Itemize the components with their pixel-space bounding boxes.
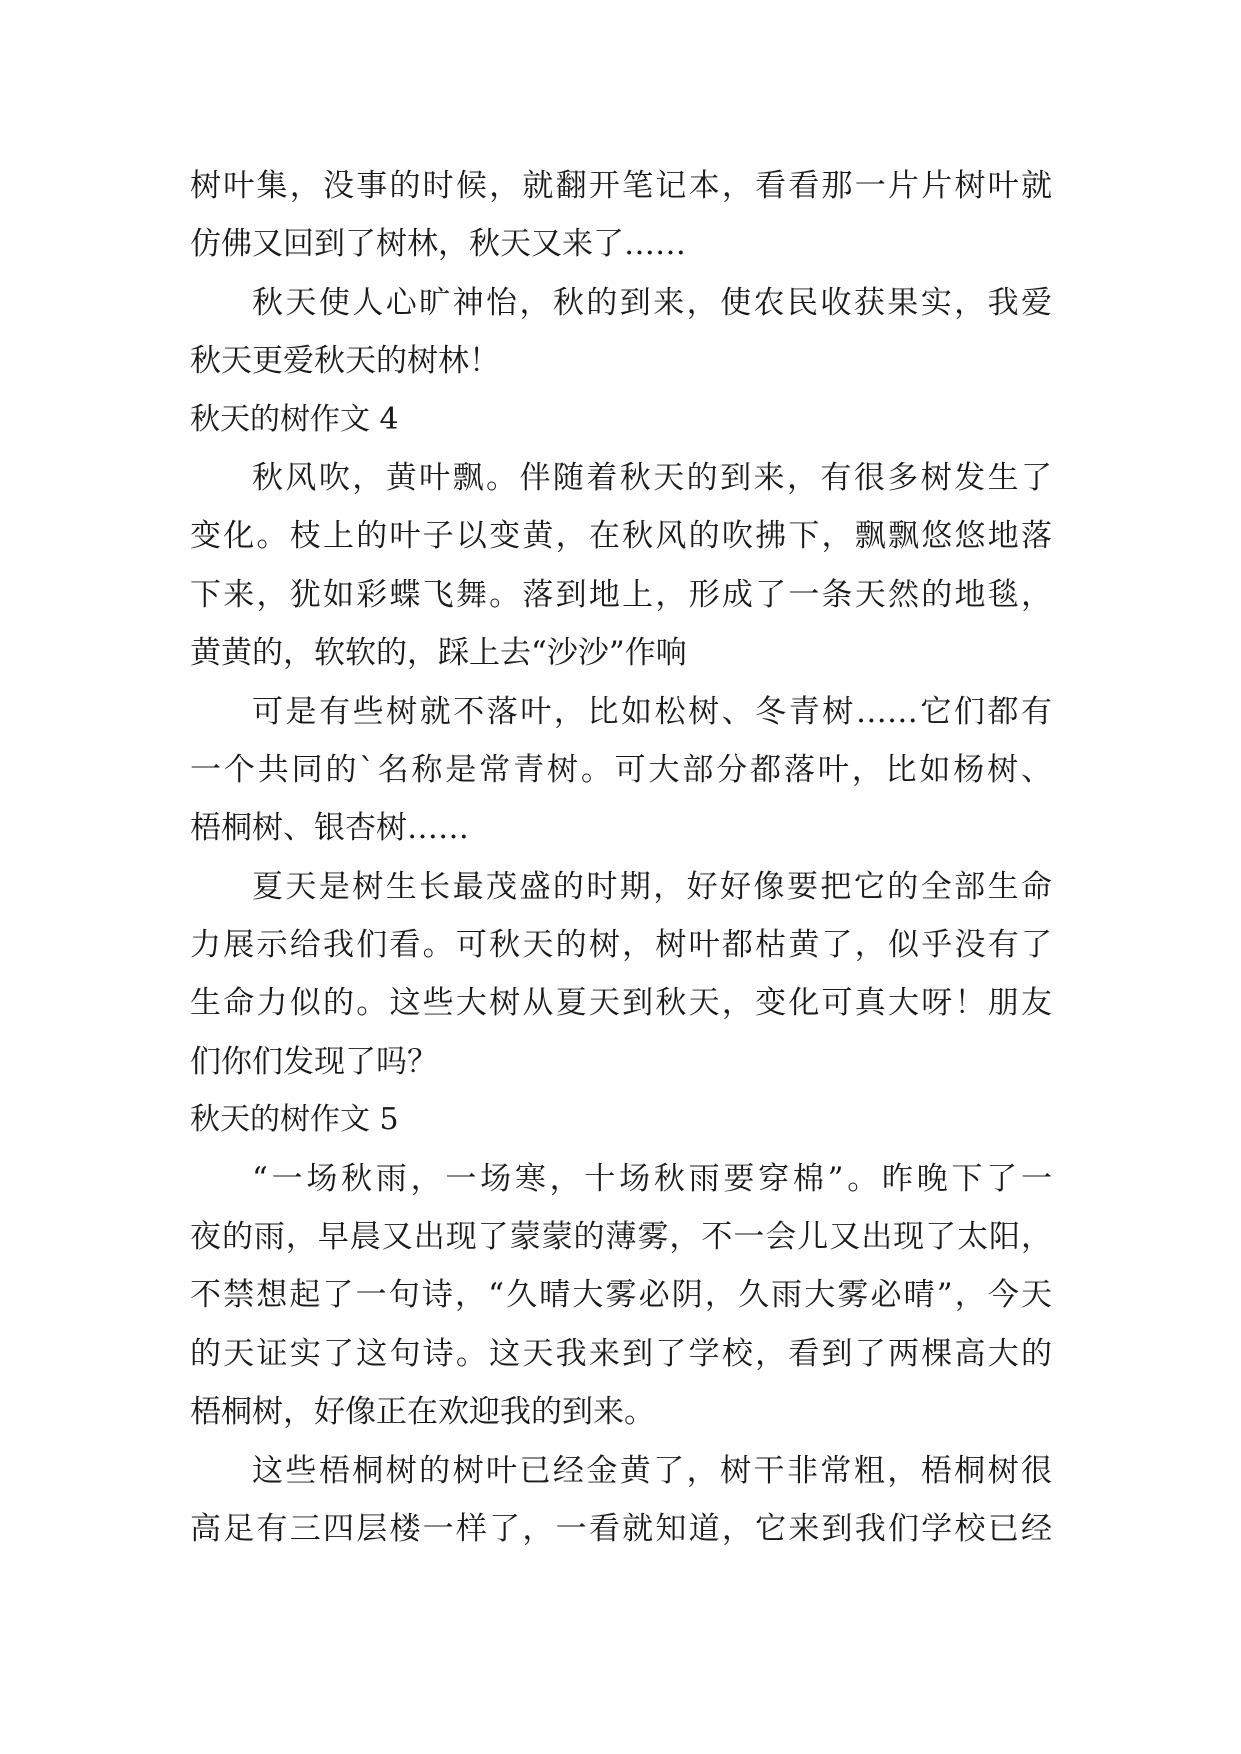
text-line: 梧桐树，好像正在欢迎我的到来。 [190,1394,655,1431]
text-line: 变化。枝上的叶子以变黄，在秋风的吹拂下，飘飘悠悠地落 [190,518,1052,555]
section-heading: 秋天的树作文 5 [190,1102,399,1138]
text-line: 力展示给我们看。可秋天的树，树叶都枯黄了，似乎没有了 [190,927,1052,964]
text-line: 下来，犹如彩蝶飞舞。落到地上，形成了一条天然的地毯， [190,576,1052,613]
text-line: “一场秋雨，一场寒，十场秋雨要穿棉”。昨晚下了一 [252,1160,1052,1197]
text-line: 不禁想起了一句诗，“久晴大雾必阴，久雨大雾必晴”，今天 [190,1277,1052,1314]
text-line: 黄黄的，软软的，踩上去“沙沙”作响 [190,635,687,672]
text-line: 生命力似的。这些大树从夏天到秋天，变化可真大呀！朋友 [190,985,1052,1022]
text-line: 一个共同的`名称是常青树。可大部分都落叶，比如杨树、 [190,751,1052,788]
document-body [190,157,1052,1558]
text-line: 的天证实了这句诗。这天我来到了学校，看到了两棵高大的 [190,1335,1052,1372]
text-line: 秋风吹，黄叶飘。伴随着秋天的到来，有很多树发生了 [252,459,1052,496]
text-line: 仿佛又回到了树林，秋天又来了…… [190,226,686,263]
text-line: 夜的雨，早晨又出现了蒙蒙的薄雾，不一会儿又出现了太阳， [190,1219,1052,1256]
text-line: 夏天是树生长最茂盛的时期，好好像要把它的全部生命 [252,868,1052,905]
text-line: 们你们发现了吗？ [190,1043,438,1080]
text-line: 高足有三四层楼一样了，一看就知道，它来到我们学校已经 [190,1510,1052,1547]
section-heading: 秋天的树作文 4 [190,401,399,437]
text-line: 可是有些树就不落叶，比如松树、冬青树……它们都有 [252,693,1052,730]
text-line: 梧桐树、银杏树…… [190,810,469,847]
text-line: 秋天更爱秋天的树林！ [190,343,500,380]
text-line: 这些梧桐树的树叶已经金黄了，树干非常粗，梧桐树很 [252,1452,1052,1489]
text-line: 秋天使人心旷神怡，秋的到来，使农民收获果实，我爱 [252,284,1052,321]
text-line: 树叶集，没事的时候，就翻开笔记本，看看那一片片树叶就 [190,168,1052,204]
